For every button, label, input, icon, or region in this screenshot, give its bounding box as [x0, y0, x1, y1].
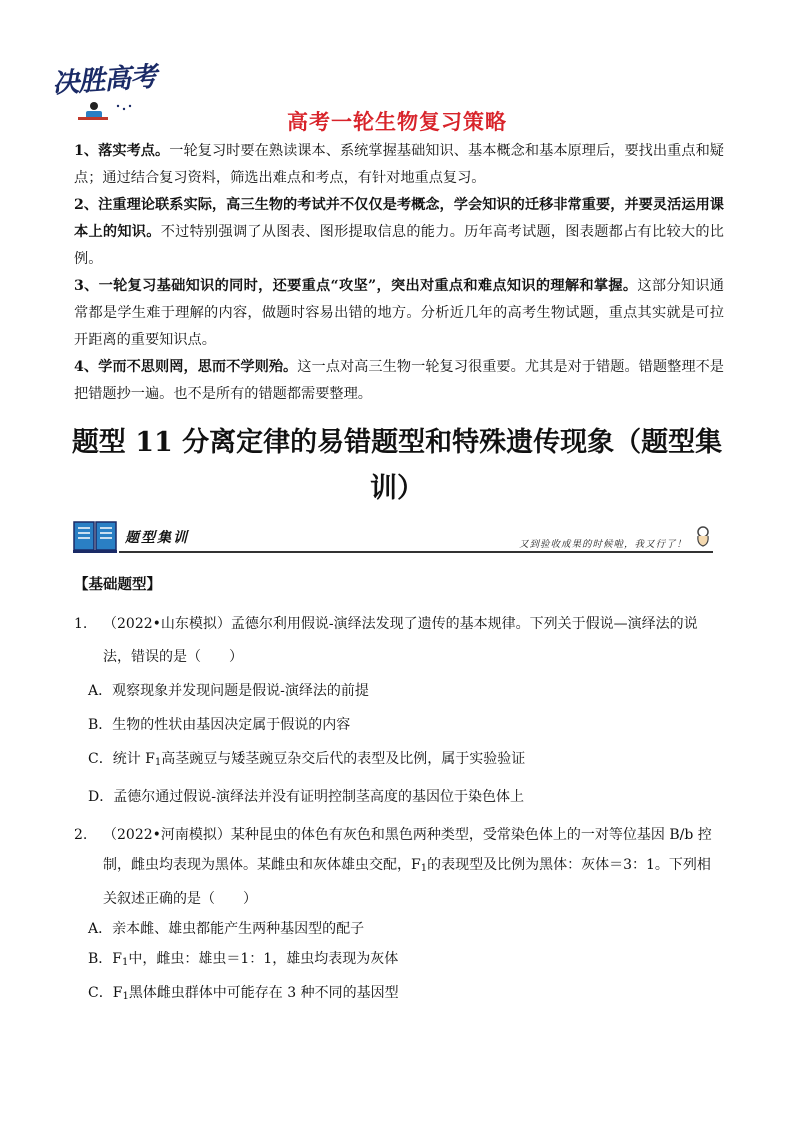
banner-label: 题型集训: [125, 530, 189, 546]
practice-banner: [73, 518, 713, 558]
question-list: [74, 608, 724, 1012]
banner-divider: [119, 551, 713, 553]
banner-slogan: 又到验收成果的时候啦，我又行了！: [518, 539, 687, 550]
book-icon: [73, 520, 117, 554]
strategy-lead: 3、一轮复习基础知识的同时，还要重点“攻坚”，突出对重点和难点知识的理解和掌握。: [74, 278, 638, 294]
page-title: 高考一轮生物复习策略: [287, 110, 507, 134]
strategy-item: [74, 354, 724, 408]
strategy-lead: 4、学而不思则罔，思而不学则殆。: [74, 359, 298, 375]
question-stem: （2022•河南模拟）某种昆虫的体色有灰色和黑色两种类型，受常染色体上的一对等位基因 B/b 控制，雌虫均表现为黑体。某雌虫和灰体雄虫交配，$F_1$的表现型及比例为黑体：灰体＝3：1。下列相关叙述正确的是（ ）: [103, 827, 712, 907]
basic-section-label: 【基础题型】: [74, 576, 161, 593]
question-item: [74, 608, 724, 814]
strategy-list: [74, 138, 724, 408]
option-d: D．孟德尔通过假说-演绎法并没有证明控制茎高度的基因位于染色体上: [88, 789, 524, 805]
section-title: 题型 11 分离定律的易错题型和特殊遗传现象（题型集训）: [71, 427, 723, 504]
question-stem: （2022•山东模拟）孟德尔利用假说-演绎法发现了遗传的基本规律。下列关于假说—演绎法的说法，错误的是（ ）: [103, 616, 698, 665]
option-c: C．$F_1$黑体雌虫群体中可能存在 3 种不同的基因型: [88, 985, 399, 1002]
option-a: A．亲本雌、雄虫都能产生两种基因型的配子: [88, 921, 365, 937]
question-number: 2.: [74, 827, 88, 843]
strategy-body: 不过特别强调了从图表、图形提取信息的能力。历年高考试题，图表题都占有比较大的比例。: [74, 224, 724, 267]
strategy-body: 这一点对高三生物一轮复习很重要。尤其是对于错题。错题整理不是把错题抄一遍。也不是所有的错题都需要整理。: [74, 359, 724, 402]
question-item: [74, 820, 724, 1012]
strategy-item: [74, 192, 724, 273]
logo-text: 决胜高考: [51, 61, 158, 100]
strategy-lead: 2、注重理论联系实际，高三生物的考试并不仅仅是考概念，学会知识的迁移非常重要，并要灵活运用课本上的知识。: [74, 197, 724, 240]
strategy-item: [74, 273, 724, 354]
strategy-body: 这部分知识通常都是学生难于理解的内容，做题时容易出错的地方。分析近几年的高考生物试题，重点其实就是可拉开距离的重要知识点。: [74, 278, 724, 348]
strategy-body: 一轮复习时要在熟读课本、系统掌握基础知识、基本概念和基本原理后，要找出重点和疑点；通过结合复习资料，筛选出难点和考点，有针对地重点复习。: [74, 143, 724, 186]
option-c: C．统计 $F_1$高茎豌豆与矮茎豌豆杂交后代的表型及比例，属于实验验证: [88, 751, 526, 768]
option-b: B．生物的性状由基因决定属于假说的内容: [88, 717, 351, 733]
strategy-lead: 1、落实考点。: [74, 143, 170, 159]
question-number: 1.: [74, 616, 88, 632]
ok-hand-icon: [693, 524, 713, 548]
option-a: A．观察现象并发现问题是假说-演绎法的前提: [88, 683, 369, 699]
option-b: B．$F_1$中，雌虫：雄虫＝1：1，雄虫均表现为灰体: [88, 951, 399, 968]
strategy-item: [74, 138, 724, 192]
